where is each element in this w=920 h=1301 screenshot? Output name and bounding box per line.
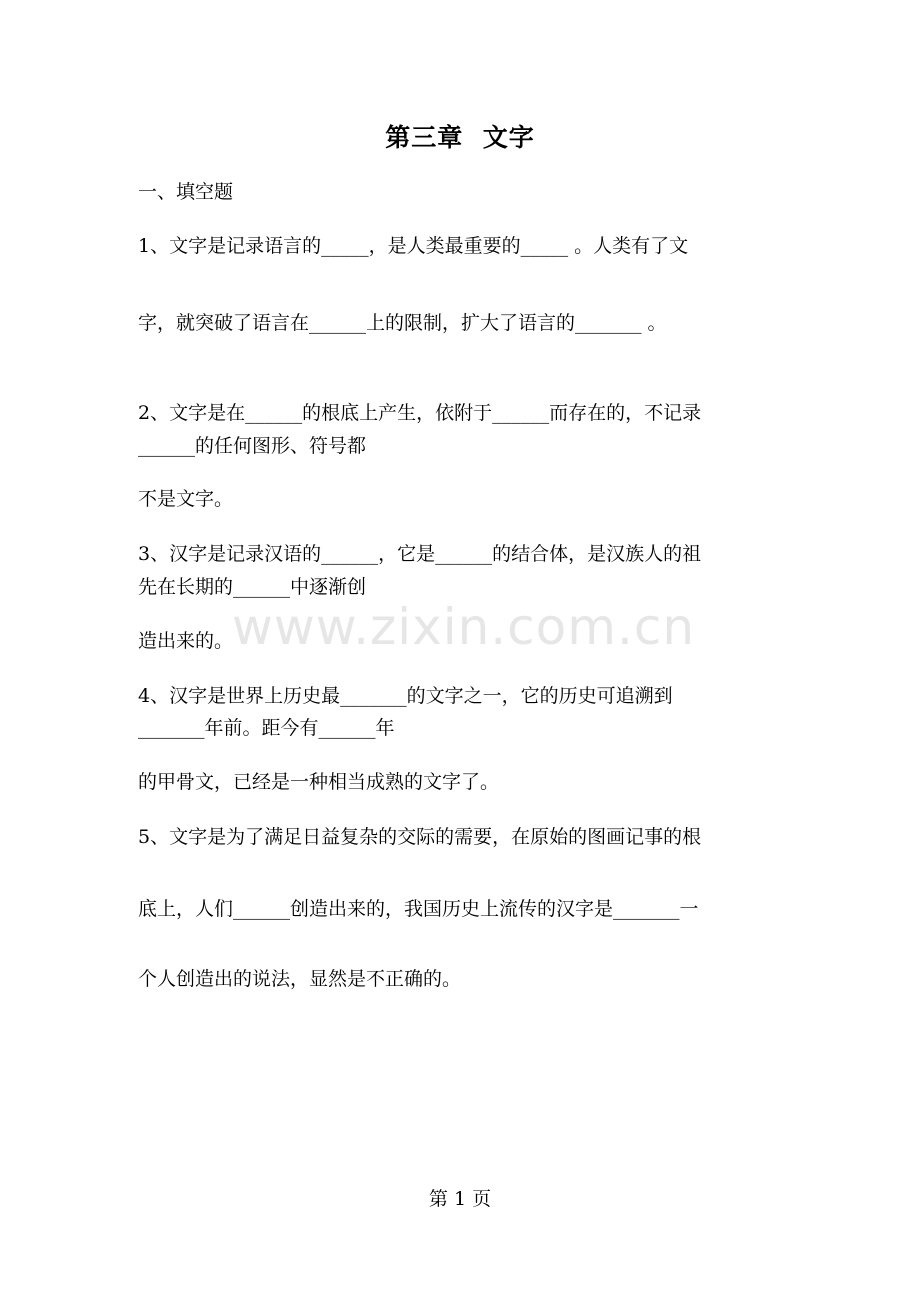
question-5-line-3: 个人创造出的说法，显然是不正确的。	[138, 968, 462, 990]
question-3-line-2: 先在长期的______中逐渐创	[138, 576, 367, 598]
question-1-line-1: 1、文字是记录语言的_____，是人类最重要的_____ 。人类有了文	[138, 235, 689, 257]
question-4-line-1: 4、汉字是世界上历史最_______的文字之一，它的历史可追溯到	[138, 685, 673, 707]
question-2-line-2: ______的任何图形、符号都	[138, 435, 367, 457]
watermark: www.zixin.com.cn	[232, 598, 696, 656]
question-4-line-2: _______年前。距今有______年	[138, 717, 395, 739]
question-5-line-2: 底上，人们______创造出来的，我国历史上流传的汉字是_______一	[138, 898, 699, 920]
question-2-line-3: 不是文字。	[138, 488, 234, 510]
question-2-line-1: 2、文字是在______的根底上产生，依附于______而存在的，不记录	[138, 402, 702, 424]
question-5-line-1: 5、文字是为了满足日益复杂的交际的需要，在原始的图画记事的根	[138, 826, 702, 848]
question-4-line-3: 的甲骨文，已经是一种相当成熟的文字了。	[138, 771, 500, 793]
question-3-line-1: 3、汉字是记录汉语的______，它是______的结合体，是汉族人的祖	[138, 543, 702, 565]
chapter-title: 第三章 文字	[385, 123, 535, 152]
section-heading: 一、填空题	[138, 181, 234, 203]
question-3-line-3: 造出来的。	[138, 630, 234, 652]
page-number: 第 1 页	[428, 1188, 492, 1210]
question-1-line-2: 字，就突破了语言在______上的限制，扩大了语言的_______ 。	[138, 312, 667, 334]
